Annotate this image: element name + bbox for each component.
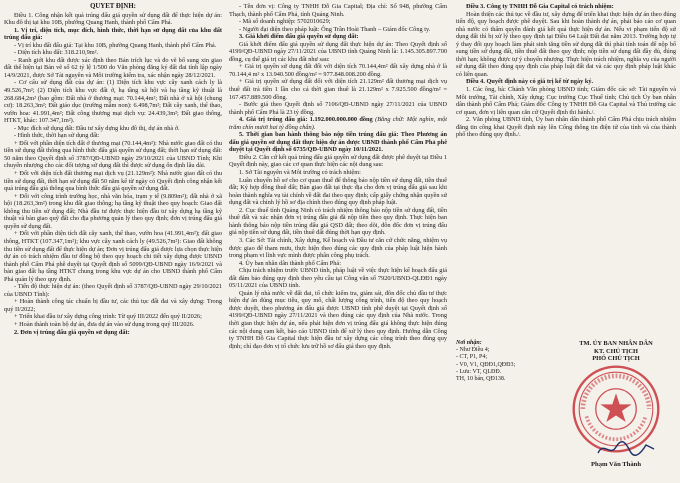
decision-heading: QUYẾT ĐỊNH: (90, 3, 136, 10)
signer-org: TM. ỦY BAN NHÂN DÂN (579, 340, 653, 347)
section-4 (229, 116, 447, 131)
section-5: 5. Thời gian ban hành thông báo nộp tiền trúng đấu giá: Theo Phương án đấu giá quyền sử dụng đất thực hiện dự án được UBND thành phố Cẩm Phả phê duyệt tại Quyết định số 6735/QĐ-UBND ngày 10/11/2021. (229, 131, 447, 154)
article-1: Điều 1. Công nhận kết quả trúng đấu giá quyền sử dụng đất để thực hiện dự án: Khu đô thị tại khu 10B, phường Quang Hanh, thành phố Cẩm Phả. (4, 11, 222, 27)
signer-name: Phạm Văn Thành (591, 461, 641, 468)
recipients-list (456, 340, 546, 383)
signature-icon (596, 439, 656, 459)
paragraph: Giá khởi điểm đấu giá quyền sử dụng đất thực hiện dự án: Theo Quyết định số 4199/QĐ-UBND ngày 27/11/2021 của UBND tỉnh Quảng Ninh là: 1.145.305.897.700 đồng, cụ thể giá trị các khu đất như sau: (229, 40, 447, 63)
recipient-item: TH, 10 bản, QĐ138. (456, 376, 506, 383)
paragraph: - Hình thức, thời hạn sử dụng đất: (14, 132, 100, 140)
paragraph: + Đối với phần diện tích đất cây xanh, thể thao, vườn hoa (41.991,4m²); đất giao thông, HTKT (107.347,1m²); khu vực cây xanh cách ly (49.526,7m²): Giao đất không thu tiền sử dụng đất để thực hiện dự án; Đơn vị trúng đấu giá được lựa chọn thực hiện dự án có trách nhiệm đầu tư đồng bộ theo quy hoạch chi tiết xây dựng được UBND thành phố Cẩm Phả phê duyệt tại Quyết định số 5099/QĐ-UBND ngày 16/9/2021 và bàn giao đất hạ tầng HTKT chung trong khu vực dự án cho UBND thành phố Cẩm Phả quản lý theo quy định. (4, 230, 222, 283)
paragraph: 4. Ủy ban nhân dân thành phố Cẩm Phả: (239, 259, 341, 267)
paragraph: Chịu trách nhiệm trước UBND tỉnh, pháp luật về việc thực hiện kế hoạch đấu giá đất đảm bảo đúng quy định theo yêu cầu tại Công văn số 7920/UBND-QLĐĐ1 ngày 05/11/2021 của UBND tỉnh. (229, 267, 447, 290)
paragraph: 1. Các ông, bà: Chánh Văn phòng UBND tỉnh; Giám đốc các sở: Tài nguyên và Môi trường, Tài chính, Xây dựng; Cục trưởng Cục Thuế tỉnh; Chủ tịch Ủy ban nhân dân thành phố Cẩm Phả; Giám đốc Công ty TNHH Đỗ Gia Capital và Thủ trưởng các cơ quan, đơn vị liên quan căn cứ Quyết định thi hành./. (456, 86, 676, 116)
column-left (4, 3, 222, 483)
recipient-item: - V0, V1, QĐĐ1,QĐĐ3; (456, 361, 516, 368)
recipient-item: - Như Điều 4; (456, 347, 490, 354)
signer-kt: KT. CHỦ TỊCH (594, 347, 638, 355)
section-3-heading: 3. Giá khởi điểm đấu giá quyền sử dụng đất: (239, 33, 359, 41)
paragraph: Hoàn thiện các thủ tục về đầu tư, xây dựng để triển khai thực hiện dự án theo đúng tiến độ, quy hoạch được phê duyệt. Sau khi hoàn thành dự án, phải báo cáo cơ quan nhà nước có thẩm quyền đánh giá kết quả thực hiện dự án. Nếu vi phạm tiến độ sử dụng đất thì bị xử lý theo quy định tại Điều 64 Luật Đất đai năm 2013. Trường hợp tự ý thay đổi quy hoạch làm phát sinh tăng tiền sử dụng đất thì phải tính toán để nộp bổ sung tiền sử dụng đất, tiền thuê đất theo quy định; nộp tiền sử dụng đất đầy đủ, đúng thời hạn; không được tự ý chuyển nhượng. Thực hiện trách nhiệm, nghĩa vụ của người sử dụng đất theo đúng quy định của pháp luật đất đai và các quy định pháp luật khác có liên quan. (456, 10, 676, 78)
paragraph: + Hoàn thành công tác chuẩn bị đầu tư, các thủ tục đất đai và xây dựng: Trong quý II/2022; (4, 298, 222, 313)
article-3-heading: Điều 3. Công ty TNHH Đỗ Gia Capital có trách nhiệm: (466, 3, 614, 10)
paragraph: 2. Cục thuế tỉnh Quảng Ninh có trách nhiệm thông báo nộp tiền sử dụng đất, tiền thuê đất và xác nhận đơn vị trúng đấu giá đã nộp tiền theo quy định. Thực hiện ban hành thông báo nộp tiền trúng đấu giá QSD đất; theo dõi, đôn đốc đơn vị trúng đấu giá nộp tiền sử dụng đất, tiền thuê đất đúng thời hạn quy định. (229, 206, 447, 237)
paragraph: - Cơ cấu sử dụng đất của dự án: (1) Diện tích khu vực cây xanh cách ly là 49.526,7m²; (2) Diện tích khu vực đất ở, hạ tầng xã hội và hạ tầng kỹ thuật là 268.684,2m² (bao gồm: Đất nhà ở thương mại: 70.144,4m²; Đất nhà ở xã hội (chung cư): 18.263,3m²; Đất giáo dục (trường mầm non): 6.498,7m²; Đất cây xanh, thể thao, vườn hoa: 41.991,4m²; Đất công thương mại dịch vụ: 24.439,3m²; Đất giao thông, HTKT, khác: 107.347,1m²). (4, 79, 222, 125)
winning-price: 4. Giá trị trúng đấu giá: 1.192.000.000.000 đồng (239, 116, 373, 124)
column-middle (229, 3, 447, 483)
paragraph: - Tiến độ thực hiện dự án: (theo Quyết định số 3787/QĐ-UBND ngày 29/10/2021 của UBND Tỉnh): (4, 283, 222, 298)
paragraph: + Hoàn thành toàn bộ dự án, đưa dự án vào sử dụng trong quý III/2026. (14, 320, 195, 328)
paragraph: 2. Văn phòng UBND tỉnh, Ủy ban nhân dân thành phố Cẩm Phả chịu trách nhiệm đăng tin công khai Quyết định này lên Cổng thông tin điện tử của tỉnh và của thành phố theo đúng quy định./. (456, 116, 676, 139)
paragraph: 1. Sở Tài nguyên và Môi trường có trách nhiệm: (239, 169, 361, 177)
paragraph: - Người đại diện theo pháp luật: Ông Trần Hoài Thanh – Giám đốc Công ty. (239, 25, 431, 33)
paragraph: - Bước giá theo Quyết định số 7106/QĐ-UBND ngày 27/11/2021 của UBND thành phố Cẩm Phả là 23 tỷ đồng. (229, 101, 447, 116)
paragraph: Quản lý nhà nước về đất đai, tổ chức kiểm tra, giám sát, đôn đốc chủ đầu tư thực hiện dự án đúng mục tiêu, quy mô, chất lượng công trình, tiến độ theo quy hoạch được duyệt, theo phương án đấu giá được UBND tỉnh phê duyệt tại Quyết định số 4199/QĐ-UBND ngày 27/11/2021 và theo đúng các quy định của Nhà nước. Trong thời gian thực hiện dự án, nếu phát hiện đơn vị trúng đấu giá không thực hiện đúng các nội dung cam kết, báo cáo UBND tỉnh để xử lý theo quy định. Hướng dẫn Công ty TNHH Đỗ Gia Capital thực hiện đầu tư xây dựng các công trình theo đúng quy định; chỉ đạo đơn vị tổ chức lưu trữ hồ sơ đấu giá theo quy định. (229, 289, 447, 350)
article-2: Điều 2. Căn cứ kết quả trúng đấu giá quyền sử dụng đất được phê duyệt tại Điều 1 Quyết định này, giao các cơ quan thực hiện các nội dung sau: (229, 153, 447, 169)
paragraph: - Ranh giới khu đất được xác định theo Bản trích lục và đo vẽ bổ sung xin giao đất thể hiện tại Bản vẽ số 62 tỷ lệ 1/500 do Văn phòng đăng ký đất đai tỉnh lập ngày 14/9/2021, được Sở Tài nguyên và Môi trường kiểm tra, xác nhận ngày 28/12/2021. (4, 56, 222, 79)
paragraph: + Đối với phần diện tích đất ở thương mại (70.144,4m²): Nhà nước giao đất có thu tiền sử dụng đất thông qua hình thức đấu giá quyền sử dụng đất; thời hạn sử dụng đất: 50 năm theo Quyết định số 3787/QĐ-UBND ngày 29/10/2021 của UBND Tỉnh; Khi chuyển nhượng cho các đối tượng sử dụng đất thì được sử dụng ổn định lâu dài. (4, 139, 222, 170)
section-1-heading: 1. Vị trí, diện tích, mục đích, hình thức, thời hạn sử dụng đất của khu đất trúng đấu giá: (4, 26, 222, 42)
paragraph: - Tên đơn vị: Công ty TNHH Đỗ Gia Capital; Địa chỉ: Số 948, phường Cẩm Thạch, thành phố Cẩm Phả, tỉnh Quảng Ninh. (229, 3, 447, 18)
paragraph: + Triển khai đầu tư xây dựng công trình: Từ quý III/2022 đến quý II/2026; (14, 313, 202, 321)
paragraph: - Diện tích khu đất: 318.210,9m². (14, 49, 99, 57)
paragraph: + Đối với công trình trường học, nhà văn hóa, trạm y tế (9.809m²); đất nhà ở xã hội (18.263,3m²) trong khu đất giao thông; hạ tầng kỹ thuật theo quy hoạch: Giao đất không thu tiền sử dụng đất; Nhà đầu tư được thực hiện đầu tư xây dựng hạ tầng kỹ thuật và bàn giao quỹ đất cho địa phương quản lý theo quy định; đơn vị trúng đấu giá quyền sử dụng đất. (4, 192, 222, 230)
paragraph: - Vị trí khu đất đấu giá: Tại khu 10B, phường Quang Hanh, thành phố Cẩm Phả. (14, 41, 217, 49)
section-2-heading: 2. Đơn vị trúng đấu giá quyền sử dụng đất: (14, 328, 130, 336)
recipient-item: - CT, P1, P4; (456, 354, 488, 361)
column-right (456, 3, 676, 483)
article-4-heading: Điều 4. Quyết định này có giá trị kể từ ngày ký. (466, 78, 594, 86)
paragraph: + Giá trị quyền sử dụng đất đối với diện tích 70.144,4m² đất xây dựng nhà ở là 70.144,4 m² x 13.940.500 đồng/m² = 977.848.008.200 đồng. (229, 63, 447, 78)
signer-block (560, 340, 672, 363)
paragraph: Luân chuyển hồ sơ cho cơ quan thuế để thông báo nộp tiền sử dụng đất, tiền thuê đất; Ký hợp đồng thuê đất; Bàn giao đất tại thực địa cho đơn vị trúng đấu giá sau khi hoàn thành nghĩa vụ tài chính về đất đai theo quy định; cấp giấy chứng nhận quyền sử dụng đất và chỉnh lý hồ sơ địa chính theo đúng quy định pháp luật. (229, 176, 447, 207)
recipients-title: Nơi nhận: (456, 340, 482, 346)
paragraph: + Giá trị quyền sử dụng đất đối với diện tích 21.129m² đất thương mại dịch vụ thuê đất trả tiền 1 lần cho cả thời gian thuê là 21.129m² x 7.925.500 đồng/m² = 167.457.889.500 đồng. (229, 78, 447, 101)
winning-price-words: (Bằng chữ: Một nghìn, một trăm chín mươi hai tỷ đồng chẵn). (229, 116, 447, 131)
paragraph: - Mục đích sử dụng đất: Đầu tư xây dựng khu đô thị, dự án nhà ở. (14, 124, 180, 132)
paragraph: + Đối với diện tích đất thương mại dịch vụ (21.129m²): Nhà nước giao đất có thu tiền sử dụng đất, thời hạn sử dụng đất 50 năm kể từ ngày có Quyết định công nhận kết quả trúng đấu giá thông qua hình thức đấu giá quyền sử dụng đất. (4, 170, 222, 193)
paragraph: 3. Các Sở: Tài chính, Xây dựng, Kế hoạch và Đầu tư căn cứ chức năng, nhiệm vụ được giao để tham mưu, thực hiện theo đúng các quy định của pháp luật hiện hành trong phạm vi lĩnh vực mình được phân công phụ trách. (229, 236, 447, 260)
signer-role: PHÓ CHỦ TỊCH (592, 355, 640, 362)
paragraph: - Mã số doanh nghiệp: 5702010629; (239, 18, 331, 26)
recipient-item: - Lưu: VT, QLĐĐ. (456, 368, 502, 375)
